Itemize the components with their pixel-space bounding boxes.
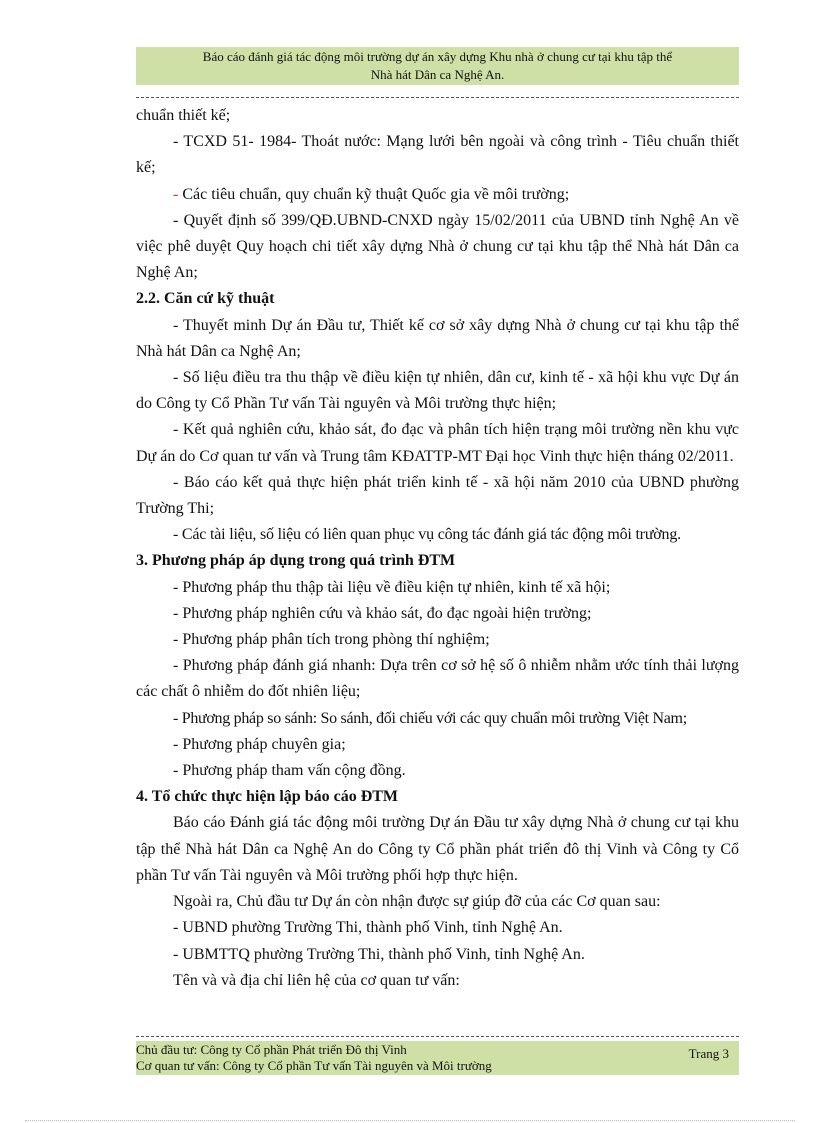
paragraph: Ngoài ra, Chủ đầu tư Dự án còn nhận được sự giúp đỡ của các Cơ quan sau: xyxy=(173,893,661,911)
list-item: - UBND phường Trường Thi, thành phố Vinh, tỉnh Nghệ An. xyxy=(173,919,563,937)
section-heading-4: 4. Tổ chức thực hiện lập báo cáo ĐTM xyxy=(136,788,399,806)
list-item: - Phương pháp tham vấn cộng đồng. xyxy=(173,762,406,780)
page-number: Trang 3 xyxy=(688,1046,729,1061)
paragraph: Báo cáo Đánh giá tác động môi trường Dự án Đầu tư xây dựng Nhà ở chung cư tại khu tập thể Nhà hát Dân ca Nghệ An do Công ty Cổ phần phát triển đô thị Vinh và Công ty Cổ phần Tư vấn Tài nguyên và Môi trường phối hợp thực hiện. xyxy=(136,814,739,884)
footer-investor: Chủ đầu tư: Công ty Cổ phần Phát triển Đô thị Vinh xyxy=(136,1042,407,1057)
list-item: - Số liệu điều tra thu thập về điều kiện tự nhiên, dân cư, kinh tế - xã hội khu vực Dự án do Công ty Cổ Phần Tư vấn Tài nguyên và Môi trường thực hiện; xyxy=(136,369,739,413)
paragraph: chuẩn thiết kế; xyxy=(136,107,231,124)
list-item: - TCXD 51- 1984- Thoát nước: Mạng lưới bên ngoài và công trình - Tiêu chuẩn thiết kế; xyxy=(136,133,739,177)
list-item: - Phương pháp phân tích trong phòng thí nghiệm; xyxy=(173,631,490,649)
list-item-text: Các tiêu chuẩn, quy chuẩn kỹ thuật Quốc gia về môi trường; xyxy=(178,185,570,203)
page-footer xyxy=(136,1041,739,1075)
document-body xyxy=(136,103,739,994)
list-item: - Phương pháp chuyên gia; xyxy=(173,735,346,753)
list-item: - Phương pháp thu thập tài liệu về điều kiện tự nhiên, kinh tế xã hội; xyxy=(173,578,611,596)
header-line-2: Nhà hát Dân ca Nghệ An. xyxy=(370,67,505,82)
list-item: - Phương pháp so sánh: So sánh, đối chiếu với các quy chuẩn môi trường Việt Nam; xyxy=(173,709,687,727)
red-dash: - xyxy=(173,185,179,203)
page-header xyxy=(136,47,739,85)
footer-consultant: Cơ quan tư vấn: Công ty Cổ phần Tư vấn Tài nguyên và Môi trường xyxy=(136,1058,492,1073)
section-heading-2-2: 2.2. Căn cứ kỹ thuật xyxy=(136,290,275,308)
list-item: - Các tài liệu, số liệu có liên quan phục vụ công tác đánh giá tác động môi trường. xyxy=(173,526,681,544)
header-divider xyxy=(136,97,739,98)
list-item: - Quyết định số 399/QĐ.UBND-CNXD ngày 15/02/2011 của UBND tỉnh Nghệ An về việc phê duyệt Quy hoạch chi tiết xây dựng Nhà ở chung cư tại khu tập thể Nhà hát Dân ca Nghệ An; xyxy=(136,211,739,282)
paragraph: Tên và và địa chỉ liên hệ của cơ quan tư vấn: xyxy=(173,971,460,989)
section-heading-3: 3. Phương pháp áp dụng trong quá trình ĐTM xyxy=(136,552,456,570)
list-item xyxy=(136,182,739,208)
list-item: - Phương pháp đánh giá nhanh: Dựa trên cơ sở hệ số ô nhiễm nhằm ước tính thải lượng các chất ô nhiễm do đốt nhiên liệu; xyxy=(136,657,739,701)
list-item: - Kết quả nghiên cứu, khảo sát, đo đạc và phân tích hiện trạng môi trường nền khu vực Dự án do Cơ quan tư vấn và Trung tâm KĐATTP-MT Đại học Vinh thực hiện tháng 02/2011. xyxy=(136,421,739,465)
bottom-divider xyxy=(25,1120,795,1121)
list-item: - Thuyết minh Dự án Đầu tư, Thiết kế cơ sở xây dựng Nhà ở chung cư tại khu tập thể Nhà hát Dân ca Nghệ An; xyxy=(136,316,739,360)
header-line-1: Báo cáo đánh giá tác động môi trường dự án xây dựng Khu nhà ở chung cư tại khu tập thể xyxy=(202,49,673,64)
list-item: - UBMTTQ phường Trường Thi, thành phố Vinh, tỉnh Nghệ An. xyxy=(173,945,585,963)
list-item: - Phương pháp nghiên cứu và khảo sát, đo đạc ngoài hiện trường; xyxy=(173,604,592,622)
footer-divider xyxy=(136,1036,739,1037)
list-item: - Báo cáo kết quả thực hiện phát triển kinh tế - xã hội năm 2010 của UBND phường Trường Thi; xyxy=(136,473,739,518)
